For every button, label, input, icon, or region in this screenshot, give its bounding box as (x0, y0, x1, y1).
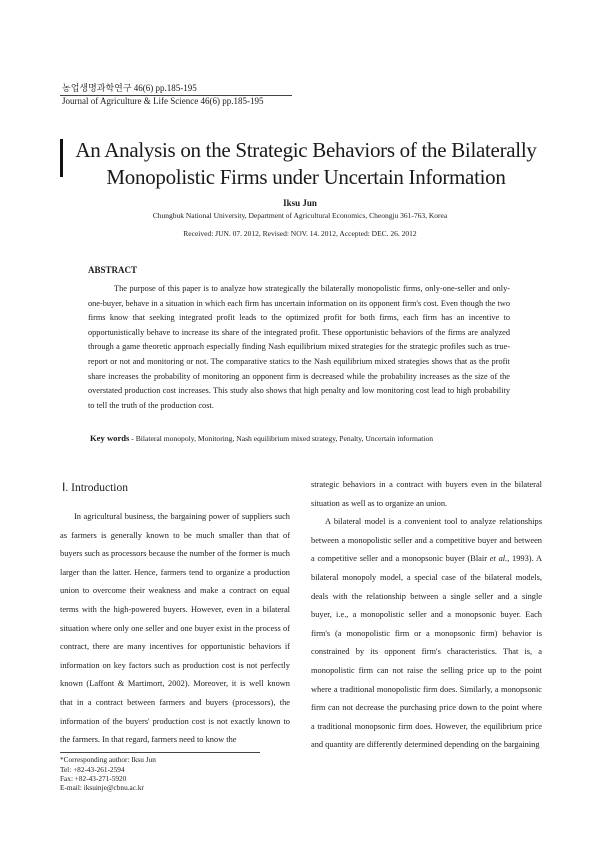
title-bar (60, 139, 63, 177)
paper-title (66, 137, 546, 191)
footnote-rule (60, 752, 260, 753)
section-heading: Ⅰ. Introduction (62, 482, 128, 494)
received-dates: Received: JUN. 07. 2012, Revised: NOV. 14. 2012, Accepted: DEC. 26. 2012 (183, 229, 417, 238)
korean-journal-header: 농업생명과학연구 46(6) pp.185-195 (62, 83, 197, 93)
author-fax: Fax: +82-43-271-5920 (60, 774, 127, 783)
journal-header: Journal of Agriculture & Life Science 46(6) pp.185-195 (62, 96, 264, 106)
keywords-text: - Bilateral monopoly, Monitoring, Nash equilibrium mixed strategy, Penalty, Uncertain information (129, 434, 434, 443)
keywords (90, 433, 433, 443)
right-column (311, 476, 542, 755)
author-name: Iksu Jun (283, 198, 317, 208)
abstract-heading: ABSTRACT (88, 265, 138, 275)
right-paragraph-1: strategic behaviors in a contract with buyers even in the bilateral situation as well as to organize an union. (311, 480, 542, 508)
title-line-2: Monopolistic Firms under Uncertain Information (106, 165, 506, 189)
affiliation: Chungbuk National University, Department of Agricultural Economics, Cheongju 361-763, Korea (152, 211, 448, 220)
abstract-text: The purpose of this paper is to analyze how strategically the bilaterally monopolistic firms, only-one-seller and only-one-buyer, behave in a situation in which each firm has uncertain information on its opponent firm's cost. Even though the two firms know that seeking integrated profit leads to the optimized profit for both firms, each firm has an incentive to opportunistically behave to increase its share of the integrated profit. These opportunistic behaviors of the firms are analyzed through a game theoretic approach especially finding Nash equilibrium mixed strategies for the strategic profiles such as true-report or not and monitoring or not. The comparative statics to the Nash equilibrium mixed strategies shows that as the profit share increases the probability of monitoring an opponent firm is decreased while the probability increases as the size of the overstated production cost increases. This study also shows that high penalty and low monitoring cost lead to high probability to tell the truth of the production cost. (88, 284, 510, 410)
title-line-1: An Analysis on the Strategic Behaviors of the Bilaterally (75, 138, 537, 162)
left-column (60, 508, 290, 750)
header-rule (60, 95, 292, 96)
intro-paragraph: In agricultural business, the bargaining power of suppliers such as farmers is generally known to be much smaller than that of buyers such as processors because the number of the former is much larger than the latter. Hence, farmers tend to organize a production union to overcome their weakness and make a contract on equal terms with the high-powered buyers. However, even in a bilateral situation where only one seller and one buyer exist in the process of contract, there are many incentives for opportunistic behaviors if information on key factors such as production cost is not perfectly known (Laffont & Martimort, 2002). Moreover, it is well known that in a contract between farmers and buyers (processors), the information of the buyers' production cost is not exactly known to the farmers. In that regard, farmers need to know the (60, 512, 290, 745)
keywords-label: Key words (90, 433, 130, 443)
right-paragraph-2: A bilateral model is a convenient tool to analyze relationships between a monopolistic seller and a competitive buyer and between a competitive seller and a monopsonic buyer (Blair et al., 1993). A bilateral monopoly model, a special case of the bilateral models, deals with the relationship between a single seller and a single buyer, i.e., a monopolistic seller and a monopsonic buyer. Each firm's (a monopolistic firm or a monopsonic firm) behavior is constrained by its opponent firm's characteristics. That is, a monopolistic firm can not raise the selling price up to the point where a traditional monopolistic firm does. Similarly, a monopsonic firm can not decrease the purchasing price down to the point where a traditional monopsonic firm does. However, the equilibrium price and quantity are differently determined depending on the bargaining (311, 517, 543, 750)
author-email: E-mail: iksuinje@cbnu.ac.kr (60, 783, 144, 792)
author-tel: Tel: +82-43-261-2594 (60, 765, 125, 774)
corresponding-author: *Corresponding author: Iksu Jun (60, 755, 156, 764)
